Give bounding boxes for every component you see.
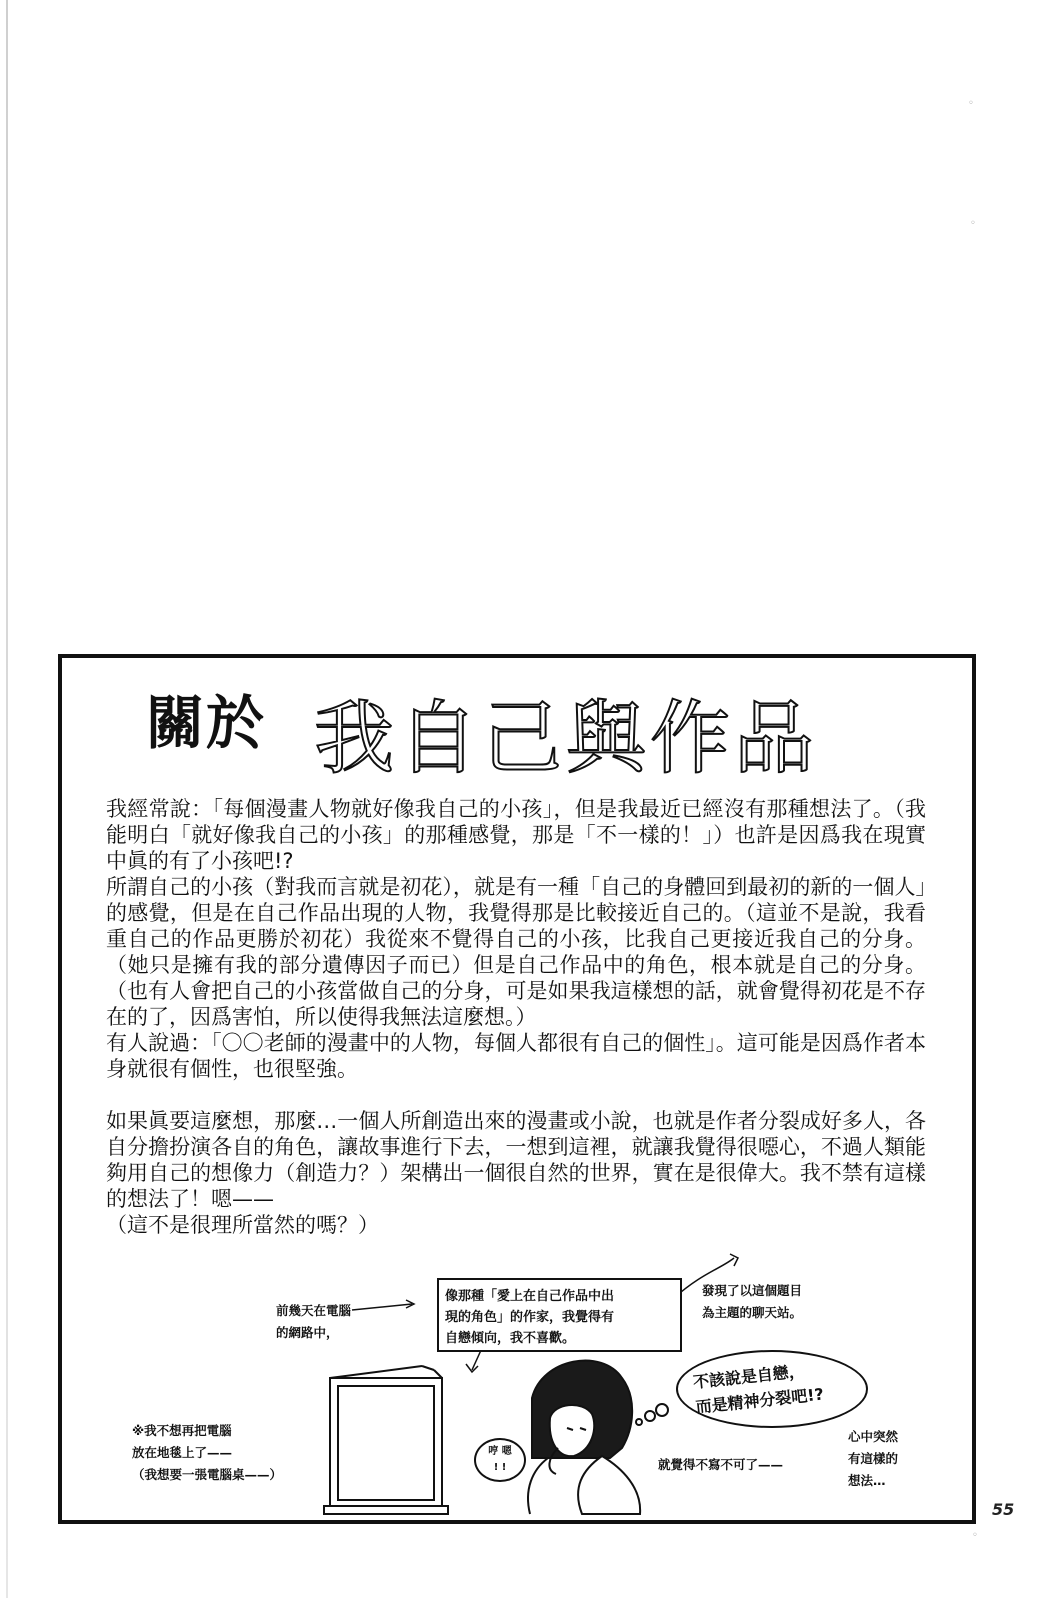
page-number: 55	[992, 1500, 1015, 1519]
title-prefix: 關於	[146, 689, 267, 757]
paragraph: 如果眞要這麼想，那麼…一個人所創造出來的漫畫或小說，也就是作者分裂成好多人，各自分擔扮演各自的角色，讓故事進行下去，一想到這裡，就讓我覺得很噁心，不過人類能夠用自己的想像力（創造力？）架構出一個很自然的世界，實在是很偉大。我不禁有這樣的想法了！嗯——	[106, 1109, 926, 1211]
speck: ◦	[970, 218, 976, 229]
speech-box: 像那種「愛上在自己作品中出 現的角色」的作家，我覺得有 自戀傾向，我不喜歡。	[437, 1278, 682, 1352]
girl-illustration	[528, 1361, 640, 1514]
paragraph: （這不是很理所當然的嗎？）	[106, 1213, 379, 1237]
title-main: 我自己與作品	[314, 692, 818, 785]
computer-illustration	[324, 1366, 448, 1514]
paragraph: 我經常說：「每個漫畫人物就好像我自己的小孩」，但是我最近已經沒有那種想法了。（我能明白「就好像我自己的小孩」的那種感覺，那是「不一樣的！」）也許是因爲我在現實中眞的有了小孩吧!?	[106, 797, 926, 873]
note-right-top: 發現了以這個題目 為主題的聊天站。	[702, 1283, 803, 1320]
speck: ◦	[968, 98, 974, 109]
note-left-bottom: ※我不想再把電腦 放在地毯上了—— （我想要一張電腦桌——）	[132, 1423, 283, 1482]
paragraph: 所謂自己的小孩（對我而言就是初花），就是有一種「自己的身體回到最初的新的一個人」的感覺，但是在自己作品出現的人物，我覺得那是比較接近自己的。（這並不是說，我看重自己的作品更勝於初花）我從來不覺得自己的小孩，比我自己更接近我自己的分身。（她只是擁有我的部分遺傳因子而已）但是自己作品中的角色，根本就是自己的分身。（也有人會把自己的小孩當做自己的分身，可是如果我這樣想的話，就會覺得初花是不存在的了，因爲害怕，所以使得我無法這麼想。）	[106, 875, 926, 1029]
small-bubble: 哼 嗯 ! !	[474, 1438, 526, 1482]
thought-dots	[636, 1404, 668, 1425]
page-edge	[6, 0, 8, 1598]
thought-text: 不該說是自戀， 而是精神分裂吧!?	[692, 1361, 825, 1417]
note-left-top: 前幾天在電腦 的網路中，	[276, 1303, 352, 1340]
essay-frame	[58, 654, 976, 1524]
note-right-mid: 就覺得不寫不可了——	[658, 1457, 784, 1472]
paragraph: 有人說過：「〇〇老師的漫畫中的人物，每個人都很有自己的個性」。這可能是因爲作者本身就很有個性，也很堅強。	[106, 1031, 926, 1081]
speck: ◦	[972, 1530, 978, 1541]
note-right-bottom: 心中突然 有這樣的 想法…	[848, 1429, 899, 1488]
